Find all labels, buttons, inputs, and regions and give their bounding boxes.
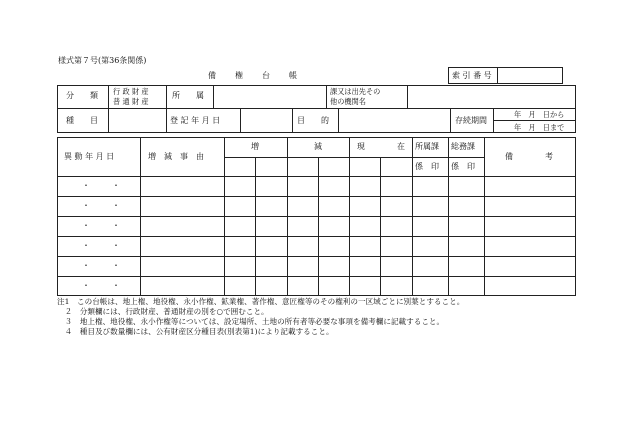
date-dot: ・ (82, 241, 90, 250)
row2-divider-a (108, 108, 109, 133)
row2-divider-f (450, 108, 451, 133)
reason-header: 増 減 事 由 (148, 152, 204, 161)
change-date-header: 異 動 年 月 日 (64, 152, 115, 161)
row2-divider-d (292, 108, 293, 133)
note-2: ２ 分類欄には、行政財産、普通財産の別を○で囲むこと。 (57, 307, 269, 316)
row1-divider-e (407, 85, 408, 108)
remarks-header: 備 考 (505, 152, 553, 161)
current-header: 現 在 (357, 142, 405, 151)
row-line-3 (57, 236, 576, 237)
header-bottom-line (57, 176, 576, 177)
affiliation-label: 所 属 (172, 91, 204, 100)
asset-type-general[interactable]: 普 通 財 産 (113, 97, 149, 106)
period-from: 年 月 日から (514, 110, 565, 119)
date-dot: ・ (82, 201, 90, 210)
form-title: 備 権 台 帳 (208, 71, 298, 80)
dept-label-line2: 他の機関名 (330, 97, 366, 106)
increase-header: 増 (251, 142, 259, 151)
purpose-label: 目 的 (297, 116, 329, 125)
form-code: 様式第７号(第36条関係) (58, 56, 147, 65)
duration-label: 存続期間 (455, 116, 487, 125)
general-affairs-seal-header: 係 印 (451, 162, 475, 171)
date-dot: ・ (112, 181, 120, 190)
date-dot: ・ (112, 201, 120, 210)
row1-divider-d (326, 85, 327, 108)
index-number-label: 索 引 番 号 (452, 71, 492, 80)
row-line-5 (57, 276, 576, 277)
row2-divider-c (240, 108, 241, 133)
date-dot: ・ (112, 261, 120, 270)
date-dot: ・ (112, 281, 120, 290)
row-line-1 (57, 196, 576, 197)
dept-label-line1: 課又は出先その (330, 87, 381, 96)
period-to: 年 月 日まで (514, 123, 565, 132)
date-dot: ・ (82, 221, 90, 230)
registration-date-label: 登 記 年 月 日 (170, 116, 221, 125)
note-4: ４ 種目及び数量欄には、公有財産区分種目表(別表第1)により記載すること。 (57, 327, 334, 336)
row1-divider-a (108, 85, 109, 108)
seal-header-split (412, 157, 484, 158)
decrease-header: 減 (314, 142, 322, 151)
type-label: 種 目 (66, 116, 98, 125)
asset-type-administrative[interactable]: 行 政 財 産 (113, 87, 149, 96)
category-label: 分 類 (66, 91, 98, 100)
row-line-2 (57, 216, 576, 217)
row-line-4 (57, 256, 576, 257)
header-sub-line (224, 157, 412, 158)
date-dot: ・ (82, 261, 90, 270)
date-dot: ・ (82, 281, 90, 290)
note-3: ３ 地上権、地役権、永小作権等については、設定場所、土地の所有者等必要な事項を備考欄に記載すること。 (57, 317, 445, 326)
dept-seal-header: 係 印 (415, 162, 439, 171)
index-divider (497, 67, 498, 84)
info-table-row-divider (57, 108, 576, 109)
row2-divider-e (338, 108, 339, 133)
row1-divider-b (166, 85, 167, 108)
row2-divider-b (166, 108, 167, 133)
general-affairs-header: 総務課 (451, 142, 475, 151)
date-dot: ・ (82, 181, 90, 190)
dept-section-header: 所属課 (415, 142, 439, 151)
note-1: 注1 この台帳は、地上権、地役権、永小作権、鉱業権、著作権、意匠権等のその権利の一区域ごとに別葉とすること。 (57, 297, 465, 306)
row1-divider-c (213, 85, 214, 108)
date-dot: ・ (112, 241, 120, 250)
period-split (493, 120, 576, 121)
date-dot: ・ (112, 221, 120, 230)
